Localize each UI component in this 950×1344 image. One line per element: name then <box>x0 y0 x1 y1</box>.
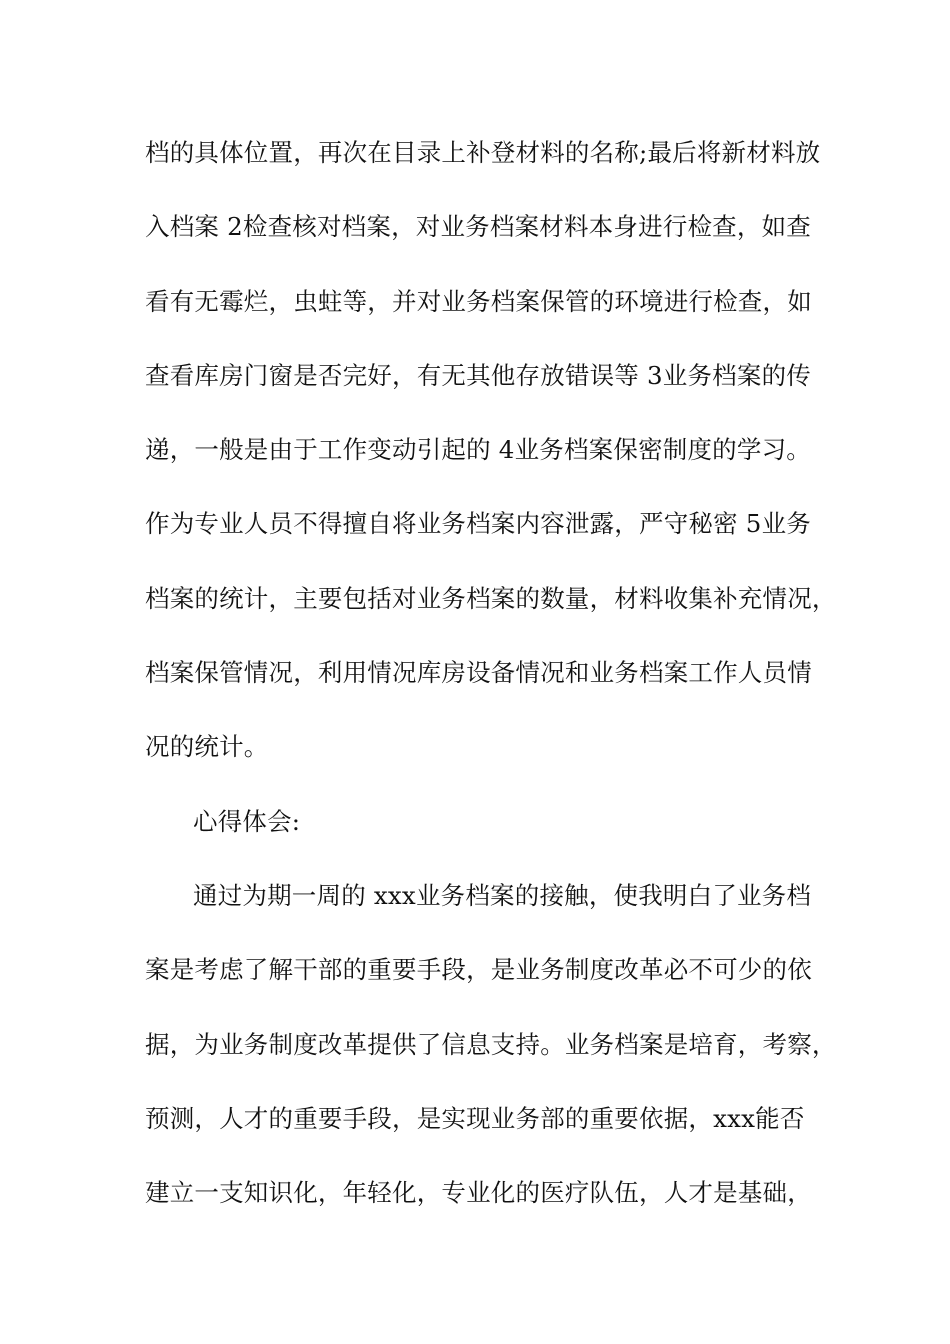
document-body <box>145 128 835 1242</box>
text-line: 入档案 2检查核对档案，对业务档案材料本身进行检查，如查 <box>145 212 811 242</box>
text-line: 递，一般是由于工作变动引起的 4业务档案保密制度的学习。 <box>145 435 811 465</box>
text-line: 预测，人才的重要手段，是实现业务部的重要依据，xxx能否 <box>145 1103 805 1133</box>
text-line: 据，为业务制度改革提供了信息支持。业务档案是培育，考察， <box>145 1029 837 1059</box>
text-line: 档案保管情况，利用情况库房设备情况和业务档案工作人员情 <box>145 658 812 688</box>
section-heading: 心得体会: <box>193 806 301 836</box>
text-line: 案是考虑了解干部的重要手段，是业务制度改革必不可少的依 <box>145 955 812 985</box>
text-line: 档案的统计，主要包括对业务档案的数量，材料收集补充情况， <box>145 583 837 613</box>
text-line: 查看库房门窗是否完好，有无其他存放错误等 3业务档案的传 <box>145 360 811 390</box>
text-line: 看有无霉烂，虫蛀等，并对业务档案保管的环境进行检查，如 <box>145 286 812 316</box>
text-line: 作为专业人员不得擅自将业务档案内容泄露，严守秘密 5业务 <box>145 509 811 539</box>
text-line: 档的具体位置，再次在目录上补登材料的名称;最后将新材料放 <box>145 138 821 167</box>
text-line: 况的统计。 <box>145 732 269 762</box>
text-line: 通过为期一周的 xxx业务档案的接触，使我明白了业务档 <box>193 880 812 910</box>
text-line: 建立一支知识化，年轻化，专业化的医疗队伍，人才是基础， <box>145 1178 812 1208</box>
